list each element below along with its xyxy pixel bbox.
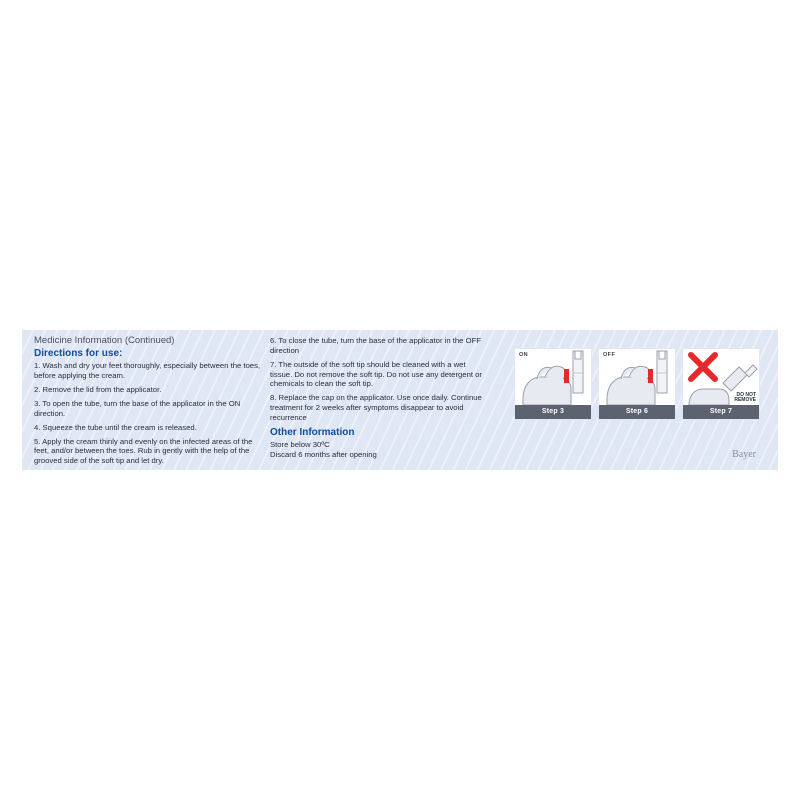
package-info-panel (22, 330, 778, 470)
other-information-heading: Other Information (270, 426, 355, 438)
figure-step-3 (514, 348, 592, 420)
direction-step: 7. The outside of the soft tip should be cleaned with a wet tissue. Do not remove the soft tip. Do not use any detergent or chemicals to clean the soft tip. (270, 359, 482, 389)
directions-for-use-heading: Directions for use: (34, 347, 123, 359)
figure-step-7 (682, 348, 760, 420)
illustrations-column (494, 336, 768, 466)
direction-step: 8. Replace the cap on the applicator. Use once daily. Continue treatment for 2 weeks after symptoms disappear to avoid recurrence (270, 393, 482, 423)
brand-logo: Bayer (732, 449, 756, 460)
do-not-remove-text: DO NOT REMOVE (734, 391, 756, 403)
figure-step-6-corner-text: OFF (603, 352, 616, 358)
directions-column (34, 336, 270, 466)
direction-step: 6. To close the tube, turn the base of the applicator in the OFF direction (270, 336, 481, 355)
medicine-information-heading: Medicine Information (Continued) (34, 335, 175, 346)
figure-step-6-label: Step 6 (599, 405, 675, 419)
direction-step: 4. Squeeze the tube until the cream is released. (34, 422, 197, 432)
storage-line: Store below 30ºC (270, 440, 330, 450)
discard-line: Discard 6 months after opening (270, 450, 377, 460)
direction-step: 5. Apply the cream thinly and evenly on the infected areas of the feet, and/or between the toes. Rub in gently with the help of the grooved side of the soft tip and let dry. (34, 436, 253, 466)
figure-step-3-corner-text: ON (519, 352, 529, 358)
direction-step: 2. Remove the lid from the applicator. (34, 385, 162, 395)
figure-step-6 (598, 348, 676, 420)
direction-step: 3. To open the tube, turn the base of the applicator in the ON direction. (34, 399, 241, 418)
direction-step: 1. Wash and dry your feet thoroughly, especially between the toes, before applying the cream. (34, 361, 261, 381)
figure-step-3-label: Step 3 (515, 405, 591, 419)
red-cross-icon (691, 355, 715, 379)
directions-column-continued (270, 336, 494, 466)
figure-step-7-label: Step 7 (683, 405, 759, 419)
